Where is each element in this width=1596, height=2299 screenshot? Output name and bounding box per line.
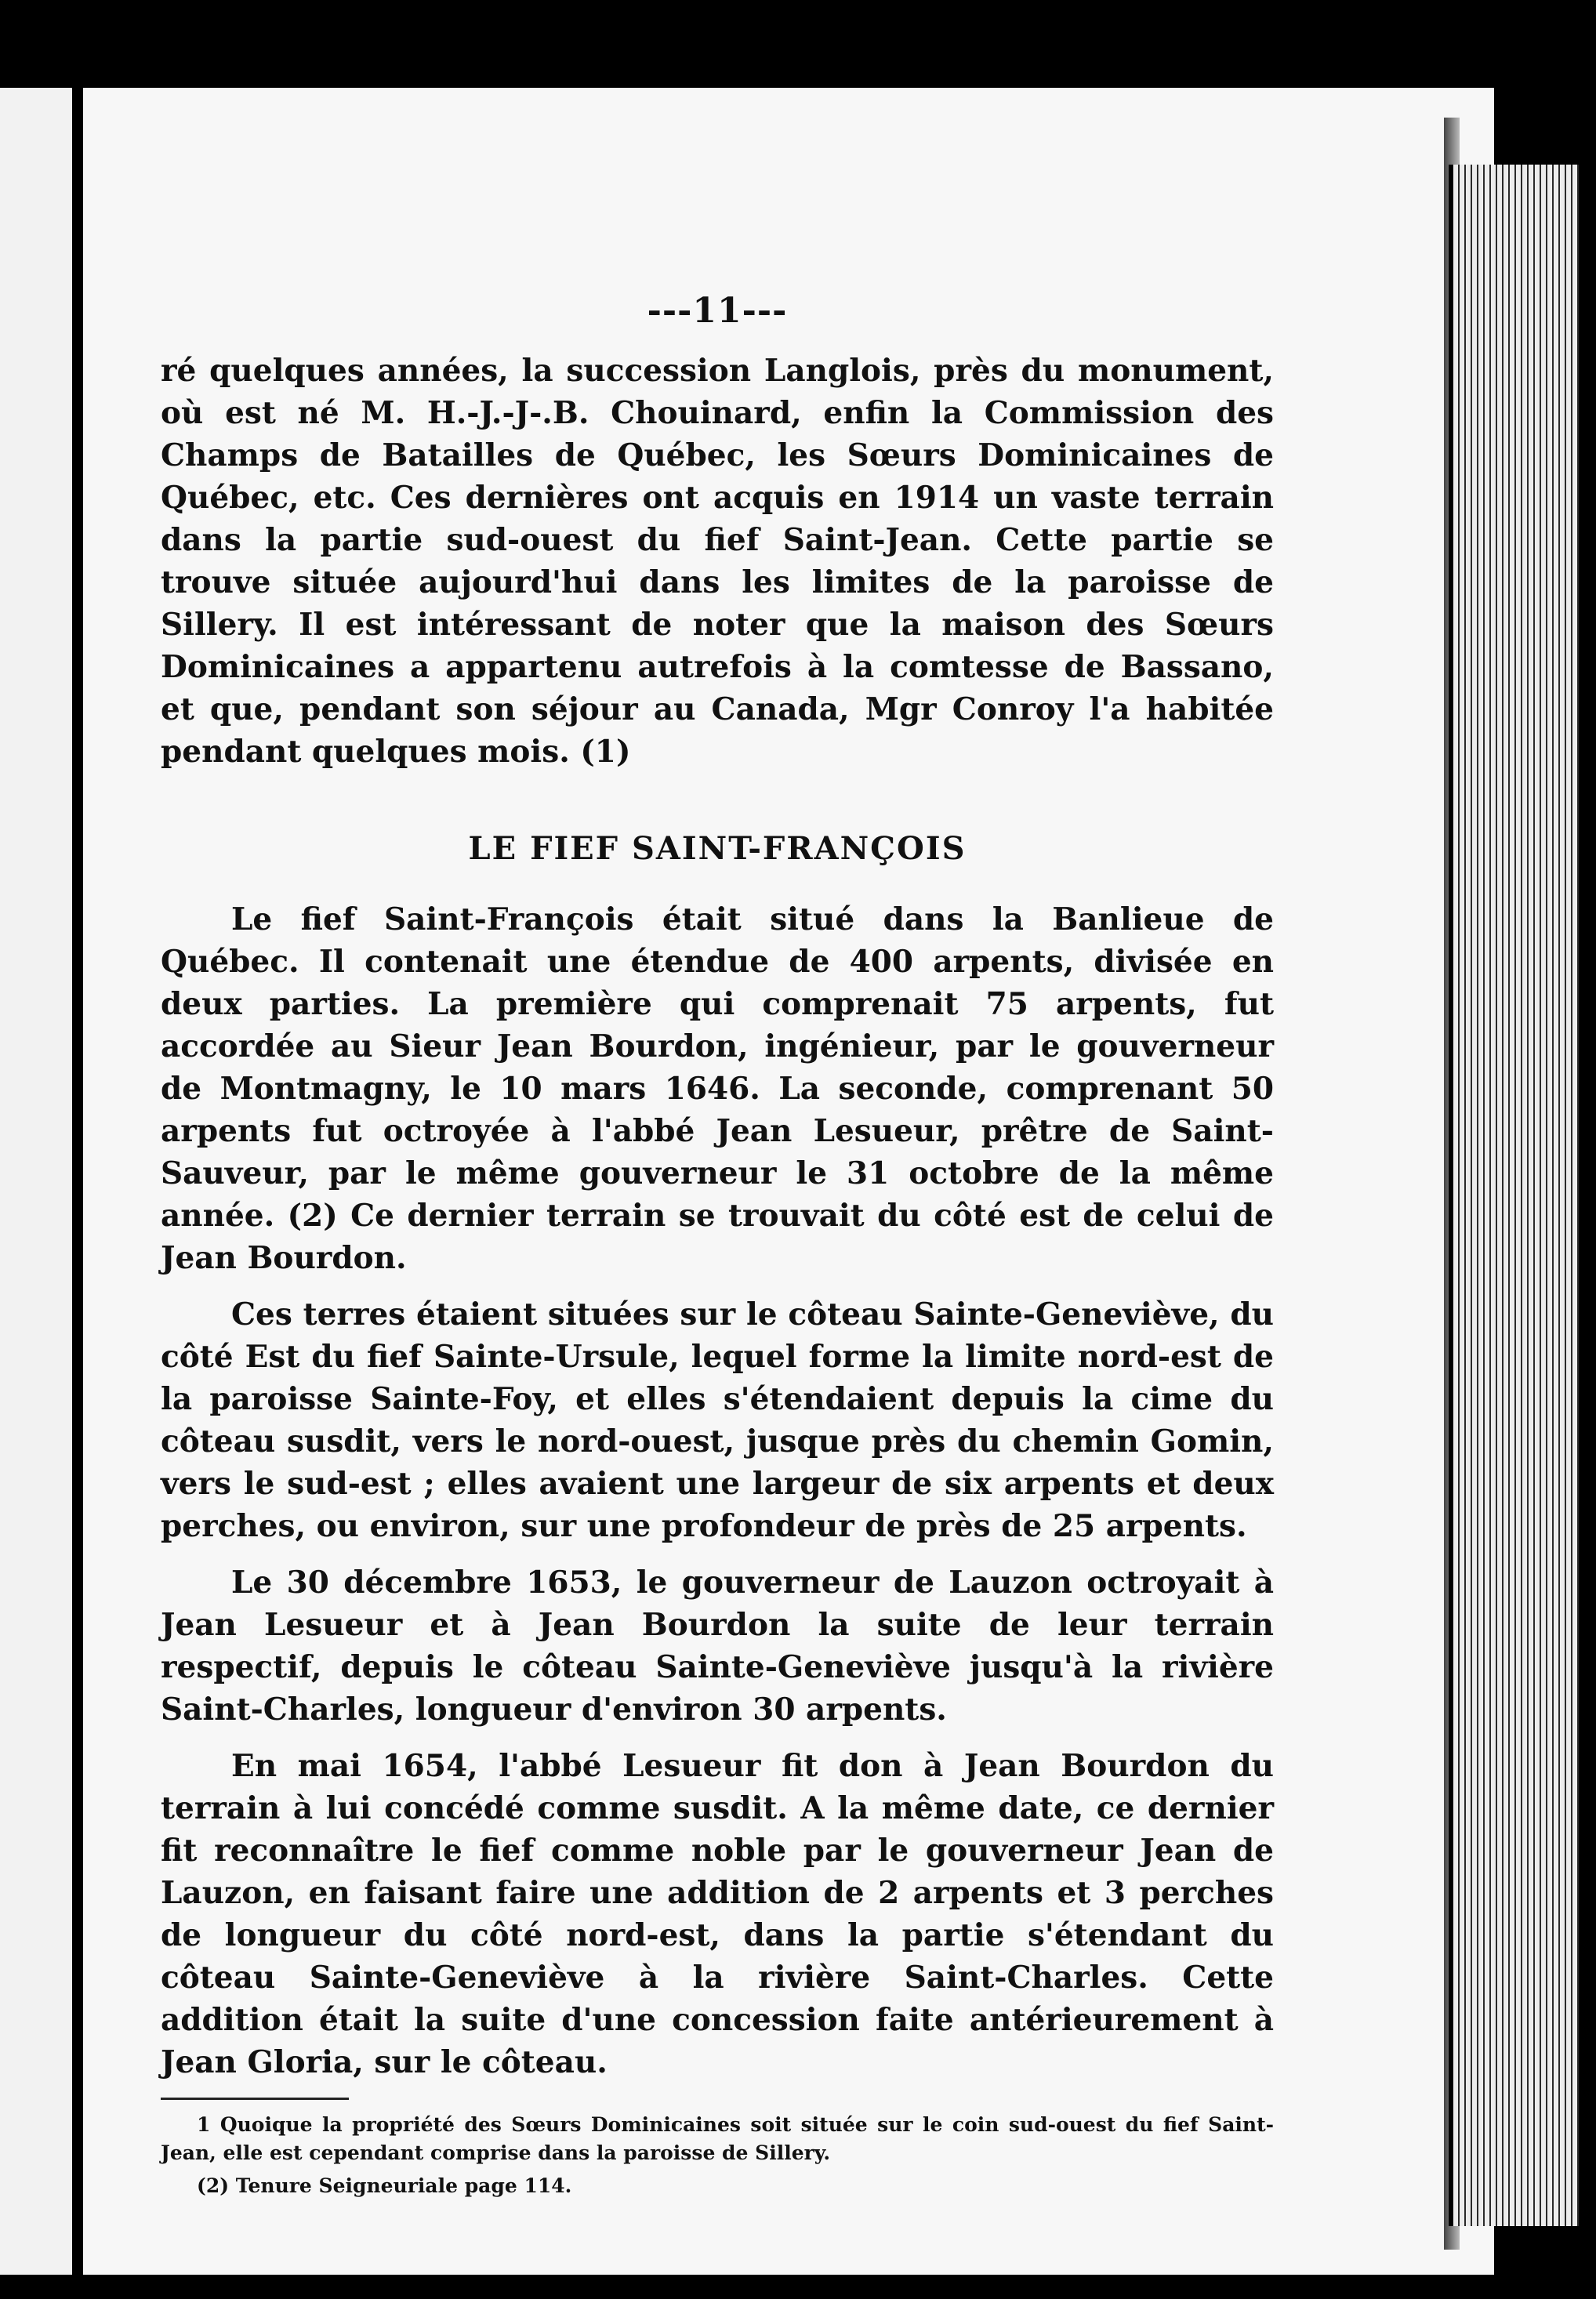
paragraph: Le 30 décembre 1653, le gouverneur de Lauzon octroyait à Jean Lesueur et à Jean Bourdon la suite de leur terrain respectif, depuis le côteau Sainte-Geneviève jusqu'à la rivière Saint-Charles, longueur d'environ 30 arpents. [161, 1565, 1274, 1728]
left-page-edge [0, 88, 72, 2275]
stacked-page-edges [1449, 165, 1579, 2226]
footnote-rule [161, 2098, 349, 2100]
footnote: 1 Quoique la propriété des Sœurs Dominicaines soit située sur le coin sud-ouest du fief Saint-Jean, elle est cependant comprise dans la paroisse de Sillery. [161, 2113, 1274, 2164]
paragraph: Ces terres étaient situées sur le côteau Sainte-Geneviève, du côté Est du fief Sainte-Ursule, lequel forme la limite nord-est de la paroisse Sainte-Foy, et elles s'étendaient depuis la cime du côteau susdit, vers le nord-ouest, jusque près du chemin Gomin, vers le sud-est ; elles avaient une largeur de six arpents et deux perches, ou environ, sur une profondeur de près de 25 arpents. [161, 1296, 1274, 1544]
footnote: (2) Tenure Seigneuriale page 114. [197, 2174, 572, 2197]
paragraph-continued: ré quelques années, la succession Langlois, près du monument, où est né M. H.-J.-J-.B. Chouinard, enfin la Commission des Champs de Batailles de Québec, les Sœurs Dominicaines de Québec, etc. Ces dernières ont acquis en 1914 un vaste terrain dans la partie sud-ouest du fief Saint-Jean. Cette partie se trouve située aujourd'hui dans les limites de la paroisse de Sillery. Il est intéressant de noter que la maison des Sœurs Dominicaines a appartenu autrefois à la comtesse de Bassano, et que, pendant son séjour au Canada, Mgr Conroy l'a habitée pendant quelques mois. (1) [161, 353, 1274, 770]
book-gutter [72, 88, 83, 2275]
page-content [161, 290, 1274, 2205]
paragraph: Le fief Saint-François était situé dans la Banlieue de Québec. Il contenait une étendue de 400 arpents, divisée en deux parties. La première qui comprenait 75 arpents, fut accordée au Sieur Jean Bourdon, ingénieur, par le gouverneur de Montmagny, le 10 mars 1646. La seconde, comprenant 50 arpents fut octroyée à l'abbé Jean Lesueur, prêtre de Saint-Sauveur, par le même gouverneur le 31 octobre de la même année. (2) Ce dernier terrain se trouvait du côté est de celui de Jean Bourdon. [161, 901, 1274, 1276]
section-heading: LE FIEF SAINT-FRANÇOIS [468, 830, 967, 867]
page-number: ---11--- [647, 291, 788, 331]
footnotes [161, 2098, 1274, 2200]
paragraph: En mai 1654, l'abbé Lesueur fit don à Jean Bourdon du terrain à lui concédé comme susdit. A la même date, ce dernier fit reconnaître le fief comme noble par le gouverneur Jean de Lauzon, en faisant faire une addition de 2 arpents et 3 perches de longueur du côté nord-est, dans la partie s'étendant du côteau Sainte-Geneviève à la rivière Saint-Charles. Cette addition était la suite d'une concession faite antérieurement à Jean Gloria, sur le côteau. [161, 1748, 1274, 2080]
